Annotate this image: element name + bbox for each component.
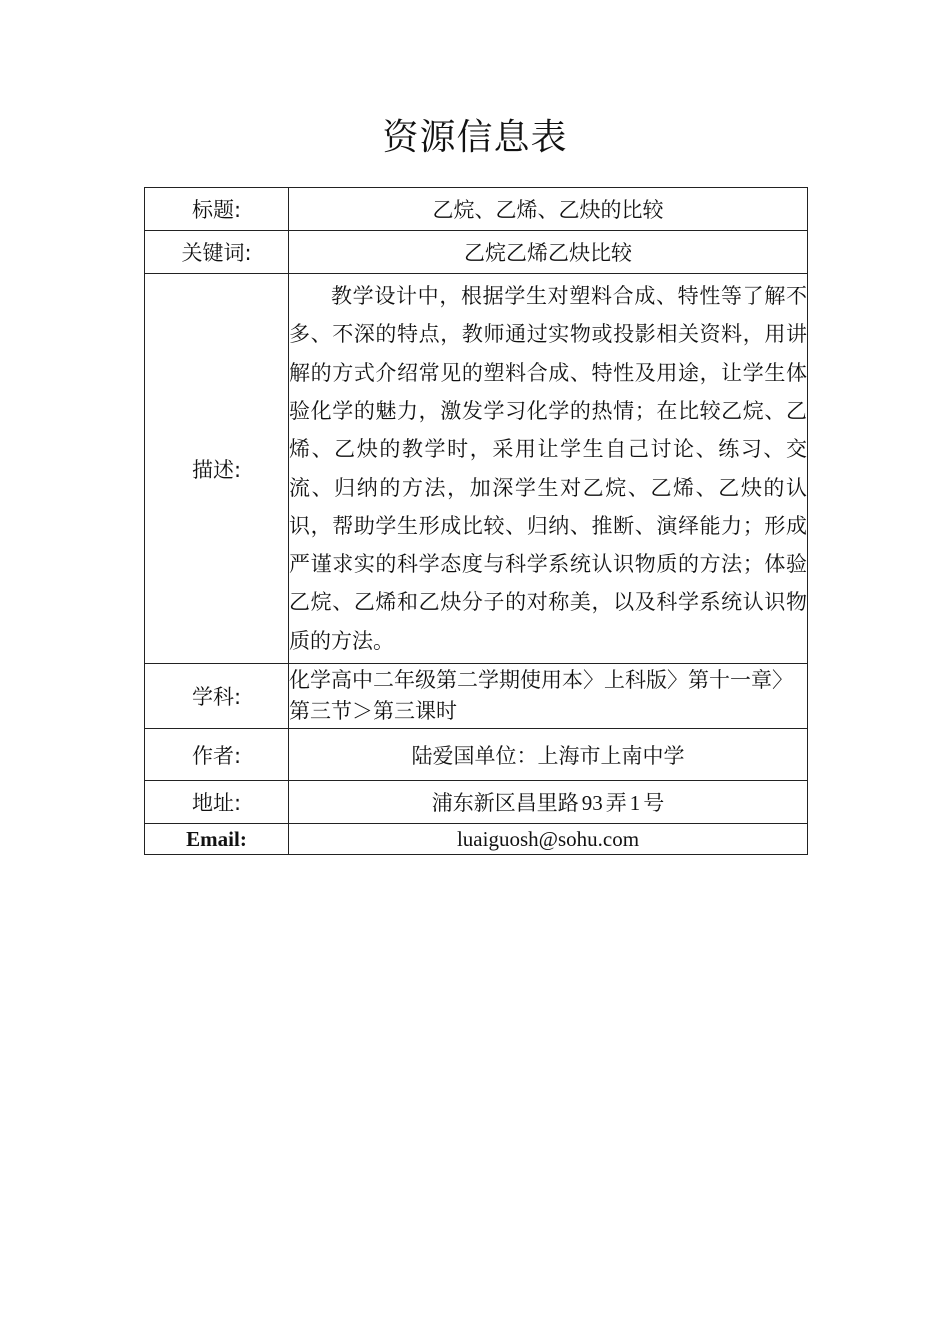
- keywords-label: 关键词:: [145, 231, 289, 274]
- author-label: 作者:: [145, 729, 289, 781]
- address-label: 地址:: [145, 781, 289, 824]
- table-row-keywords: [145, 231, 808, 274]
- table-row-title: [145, 188, 808, 231]
- title-label: 标题:: [145, 188, 289, 231]
- address-lane-number: 93: [581, 791, 603, 815]
- page-title: 资源信息表: [382, 117, 568, 158]
- description-value: 教学设计中，根据学生对塑料合成、特性等了解不多、不深的特点，教师通过实物或投影相关资料，用讲解的方式介绍常见的塑料合成、特性及用途，让学生体验化学的魅力，激发学习化学的热情；在比较乙烷、乙烯、乙炔的教学时，采用让学生自己讨论、练习、交流、归纳的方法，加深学生对乙烷、乙烯、乙炔的认识，帮助学生形成比较、归纳、推断、演绎能力；形成严谨求实的科学态度与科学系统认识物质的方法；体验乙烷、乙烯和乙炔分子的对称美，以及科学系统认识物质的方法。: [289, 274, 808, 664]
- title-value: 乙烷、乙烯、乙炔的比较: [289, 188, 808, 231]
- resource-info-table: [144, 187, 808, 855]
- description-label: 描述:: [145, 274, 289, 664]
- address-prefix: 浦东新区昌里路: [431, 791, 579, 815]
- address-house-number: 1: [629, 791, 641, 815]
- subject-value: 化学高中二年级第二学期使用本〉上科版〉第十一章〉第三节＞第三课时: [289, 664, 808, 729]
- address-lane-word: 弄: [605, 791, 627, 815]
- keywords-value: 乙烷乙烯乙炔比较: [289, 231, 808, 274]
- email-label: Email:: [145, 824, 289, 855]
- table-row-description: [145, 274, 808, 664]
- subject-label: 学科:: [145, 664, 289, 729]
- address-value: [289, 781, 808, 824]
- table-row-subject: [145, 664, 808, 729]
- table-row-author: [145, 729, 808, 781]
- table-row-email: [145, 824, 808, 855]
- author-value: 陆爱国单位：上海市上南中学: [289, 729, 808, 781]
- table-row-address: [145, 781, 808, 824]
- email-value: luaiguosh@sohu.com: [289, 824, 808, 855]
- address-suffix: 号: [643, 791, 665, 815]
